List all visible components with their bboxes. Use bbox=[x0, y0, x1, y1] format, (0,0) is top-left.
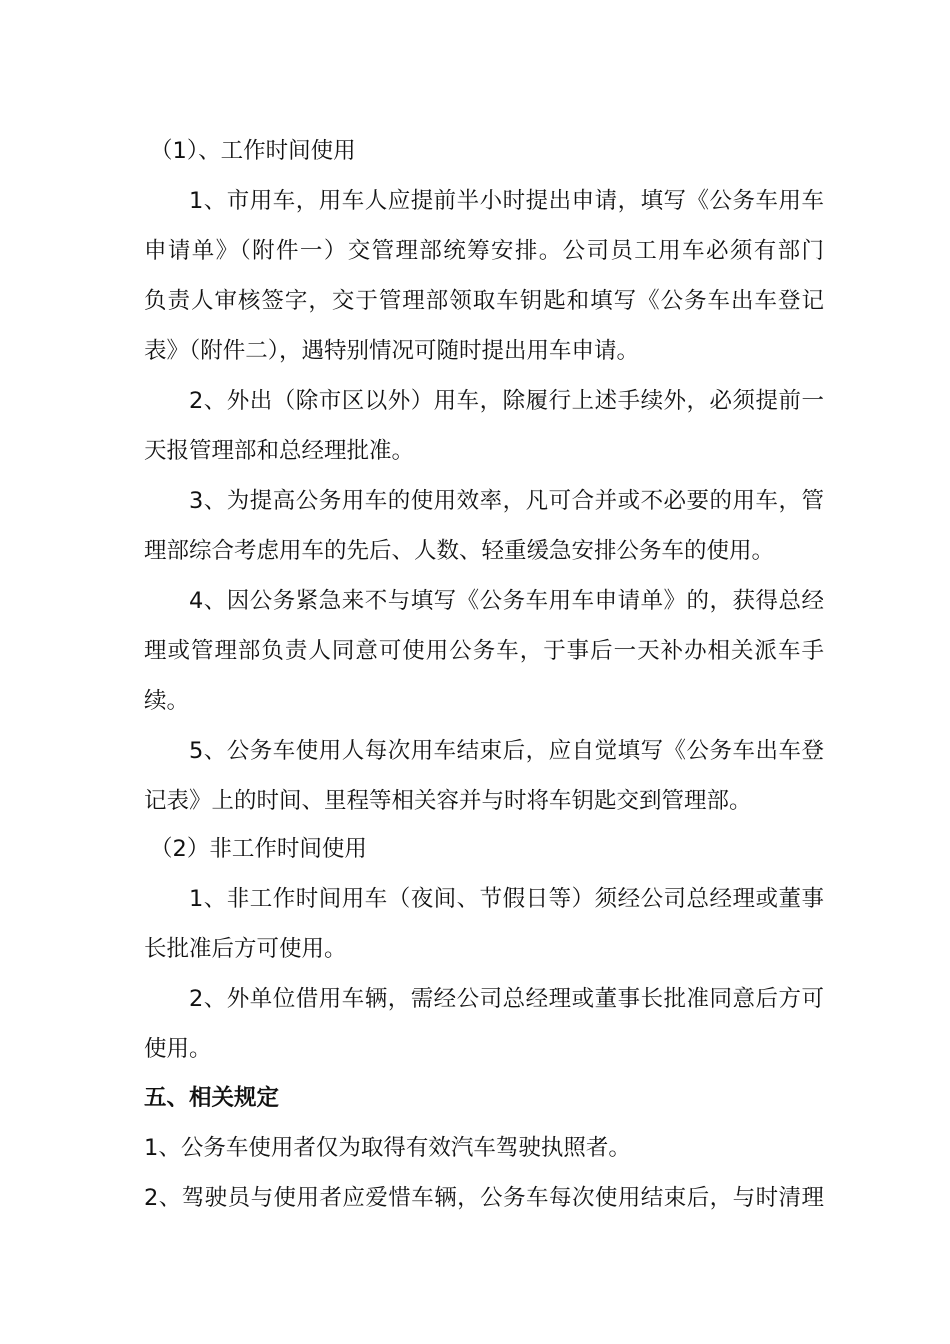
paragraph-line: 2、外出（除市区以外）用车，除履行上述手续外，必须提前一 bbox=[189, 388, 824, 414]
paragraph-line: 1、公务车使用者仅为取得有效汽车驾驶执照者。 bbox=[144, 1135, 631, 1161]
paragraph-line: 记表》上的时间、里程等相关容并与时将车钥匙交到管理部。 bbox=[144, 788, 752, 814]
paragraph-line: 5、公务车使用人每次用车结束后，应自觉填写《公务车出车登 bbox=[189, 738, 824, 764]
paragraph-line: 1、非工作时间用车（夜间、节假日等）须经公司总经理或董事 bbox=[189, 886, 824, 912]
paragraph-line: 负责人审核签字，交于管理部领取车钥匙和填写《公务车出车登记 bbox=[144, 288, 824, 314]
paragraph-line: 2、驾驶员与使用者应爱惜车辆，公务车每次使用结束后，与时清理 bbox=[144, 1185, 824, 1211]
paragraph-line: 3、为提高公务用车的使用效率，凡可合并或不必要的用车，管 bbox=[189, 488, 824, 514]
paragraph-line: 申请单》（附件一）交管理部统筹安排。公司员工用车必须有部门 bbox=[144, 238, 824, 264]
paragraph-line: 续。 bbox=[144, 688, 190, 714]
paragraph-line: 4、因公务紧急来不与填写《公务车用车申请单》的，获得总经 bbox=[189, 588, 824, 614]
subheading-non-work-hours: （2）非工作时间使用 bbox=[150, 836, 367, 862]
paragraph-line: 1、市用车，用车人应提前半小时提出申请，填写《公务车用车 bbox=[189, 188, 824, 214]
paragraph-line: 2、外单位借用车辆，需经公司总经理或董事长批准同意后方可 bbox=[189, 986, 824, 1012]
section-heading: 五、相关规定 bbox=[144, 1085, 280, 1111]
paragraph-line: 理或管理部负责人同意可使用公务车，于事后一天补办相关派车手 bbox=[144, 638, 824, 664]
subheading-work-hours: （1）、工作时间使用 bbox=[150, 138, 356, 164]
paragraph-line: 表》（附件二），遇特别情况可随时提出用车申请。 bbox=[144, 338, 640, 364]
paragraph-line: 长批准后方可使用。 bbox=[144, 936, 347, 962]
paragraph-line: 理部综合考虑用车的先后、人数、轻重缓急安排公务车的使用。 bbox=[144, 538, 775, 564]
paragraph-line: 天报管理部和总经理批准。 bbox=[144, 438, 415, 464]
paragraph-line: 使用。 bbox=[144, 1036, 212, 1062]
